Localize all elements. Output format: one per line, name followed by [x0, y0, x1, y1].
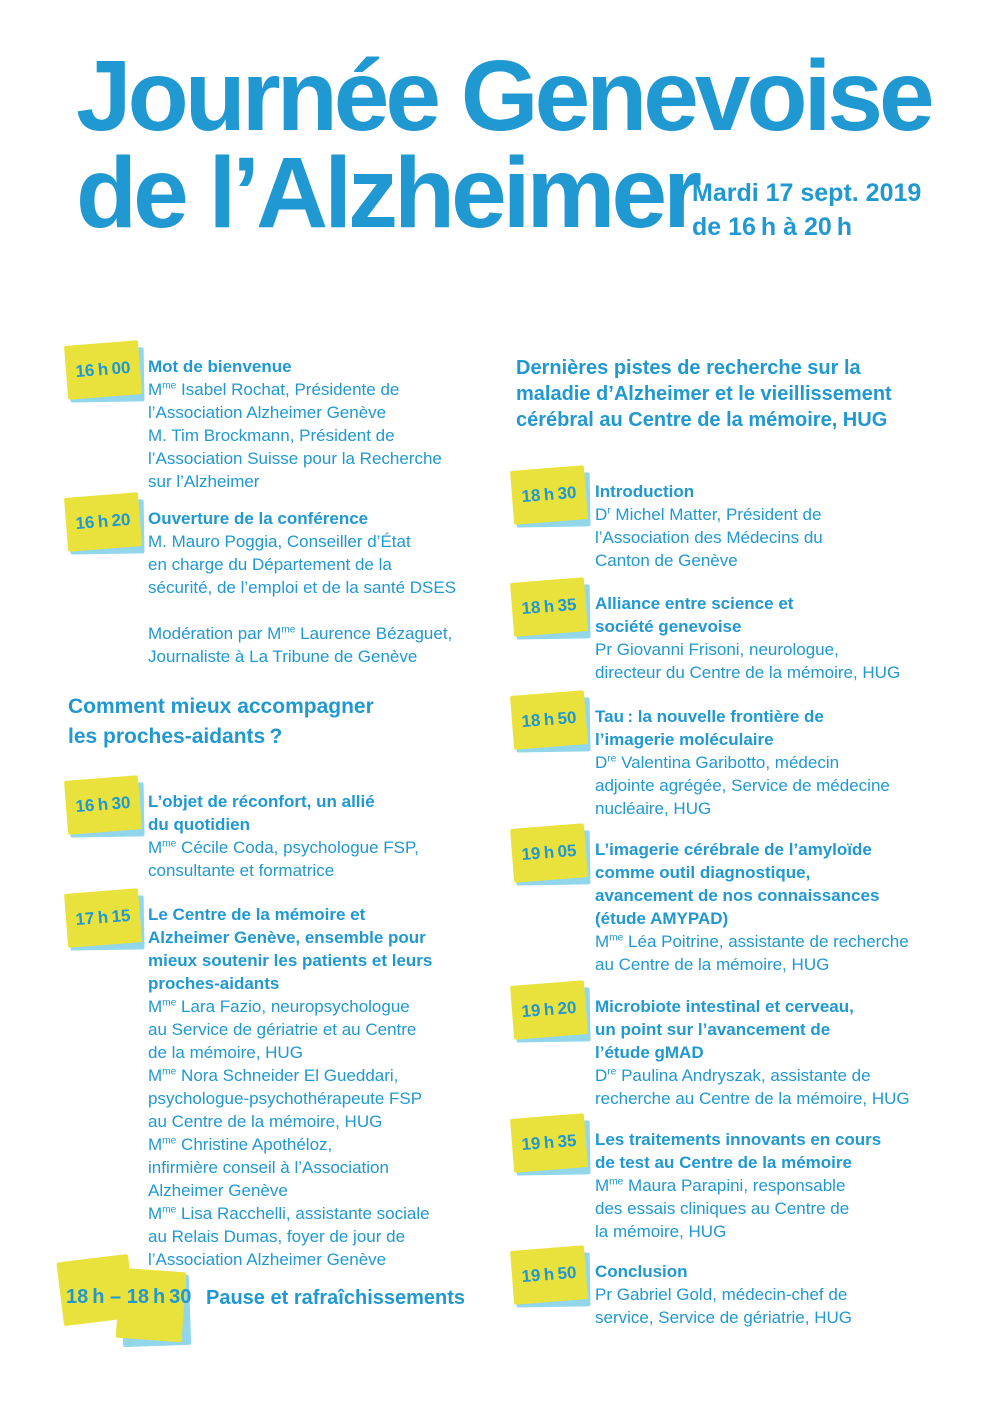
- talk-title-line: (étude AMYPAD): [595, 909, 729, 928]
- schedule-item: [66, 903, 486, 1271]
- sticky-note: [510, 823, 588, 883]
- talk-title-line: Les traitements innovants en cours: [595, 1130, 882, 1149]
- speaker-line: l’Association Alzheimer Genève: [148, 1250, 387, 1269]
- talk-speakers: [595, 930, 946, 976]
- schedule-item: [66, 355, 486, 493]
- speaker-line: $M^{me}$ Lara Fazio, neuropsychologue: [148, 997, 410, 1016]
- time-badge: [66, 891, 140, 945]
- page-title-line2: de l’Alzheimer: [76, 137, 698, 249]
- pause-item: [60, 1256, 480, 1356]
- talk-title-line: Conclusion: [595, 1262, 688, 1281]
- talk-speakers: [595, 751, 946, 820]
- superscript: re: [607, 753, 617, 765]
- speaker-line: $M^{me}$ Isabel Rochat, Présidente de: [148, 380, 400, 399]
- speaker-line: au Service de gériatrie et au Centre: [148, 1020, 417, 1039]
- sticky-note: [510, 980, 588, 1040]
- schedule-item: [512, 592, 946, 684]
- talk-title-line: l’étude gMAD: [595, 1043, 704, 1062]
- superscript: me: [609, 1176, 624, 1188]
- speaker-line: l’Association Suisse pour la Recherche: [148, 449, 442, 468]
- time-label: 16 h 00: [74, 357, 132, 382]
- talk-body: [148, 903, 486, 1271]
- schedule-column-left: [66, 0, 486, 1404]
- speaker-line: l’Association des Médecins du: [595, 528, 823, 547]
- section-heading-line: Comment mieux accompagner: [68, 695, 374, 718]
- talk-title-line: Mot de bienvenue: [148, 357, 292, 376]
- talk-title-line: L’imagerie cérébrale de l’amyloïde: [595, 840, 872, 859]
- page-title-line1: Journée Genevoise: [76, 40, 931, 152]
- superscript: me: [162, 1066, 177, 1078]
- speaker-line: $M^{me}$ Maura Parapini, responsable: [595, 1176, 846, 1195]
- talk-title: [595, 1128, 946, 1174]
- sticky-note: [64, 888, 142, 948]
- speaker-line: la mémoire, HUG: [595, 1222, 727, 1241]
- talk-title-line: Introduction: [595, 482, 695, 501]
- talk-title-line: Tau : la nouvelle frontière de: [595, 707, 824, 726]
- time-label: 18 h 35: [520, 594, 578, 619]
- speaker-line: au Centre de la mémoire, HUG: [148, 1112, 383, 1131]
- speaker-line: $M^{me}$ Cécile Coda, psychologue FSP,: [148, 838, 419, 857]
- talk-title-line: proches-aidants: [148, 974, 280, 993]
- sticky-note: [64, 492, 142, 552]
- sticky-note: [510, 465, 588, 525]
- talk-title: [148, 903, 486, 995]
- time-label: 18 h 50: [520, 707, 578, 732]
- talk-title-line: Microbiote intestinal et cerveau,: [595, 997, 854, 1016]
- talk-body: [595, 995, 946, 1110]
- speaker-line: sécurité, de l’emploi et de la santé DSES: [148, 578, 457, 597]
- talk-title-line: société genevoise: [595, 617, 742, 636]
- speaker-line: sur l’Alzheimer: [148, 472, 260, 491]
- talk-speakers: [595, 638, 946, 684]
- speaker-line: $M^{me}$ Léa Poitrine, assistante de recherche: [595, 932, 909, 951]
- talk-title-line: comme outil diagnostique,: [595, 863, 811, 882]
- speaker-line: directeur du Centre de la mémoire, HUG: [595, 663, 901, 682]
- speaker-line: Dre Valentina Garibotto, médecin: [595, 753, 840, 772]
- talk-body: [595, 592, 946, 684]
- superscript: me: [162, 997, 177, 1009]
- talk-speakers: [595, 1064, 946, 1110]
- talk-title-line: mieux soutenir les patients et leurs: [148, 951, 433, 970]
- talk-speakers: [595, 503, 946, 572]
- time-label: 19 h 35: [520, 1130, 578, 1155]
- time-badge: [66, 343, 140, 397]
- section-heading-line: maladie d’Alzheimer et le vieillissement: [516, 383, 892, 405]
- speaker-line: au Relais Dumas, foyer de jour de: [148, 1227, 406, 1246]
- time-label: 19 h 20: [520, 997, 578, 1022]
- superscript: me: [162, 838, 177, 850]
- talk-title: [595, 838, 946, 930]
- speaker-line: de la mémoire, HUG: [148, 1043, 303, 1062]
- superscript: me: [162, 1135, 177, 1147]
- speaker-line: psychologue-psychothérapeute FSP: [148, 1089, 423, 1108]
- event-date-line1: Mardi 17 sept. 2019: [692, 179, 922, 207]
- time-badge: [66, 495, 140, 549]
- time-badge: [512, 693, 586, 747]
- time-badge: [66, 778, 140, 832]
- pause-label: Pause et rafraîchissements: [206, 1287, 466, 1309]
- talk-title-line: du quotidien: [148, 815, 250, 834]
- speaker-line: $M^{me}$ Christine Apothéloz,: [148, 1135, 333, 1154]
- speaker-line: $D^r$ Michel Matter, Président de: [595, 505, 822, 524]
- speaker-line: au Centre de la mémoire, HUG: [595, 955, 830, 974]
- speaker-line: service, Service de gériatrie, HUG: [595, 1308, 852, 1327]
- speaker-line: M. Mauro Poggia, Conseiller d’État: [148, 532, 411, 551]
- superscript: me: [162, 1204, 177, 1216]
- talk-speakers: [595, 1283, 946, 1329]
- talk-title: [595, 592, 946, 638]
- speaker-line: $M^{me}$ Lisa Racchelli, assistante sociale: [148, 1204, 430, 1223]
- talk-speakers: [148, 995, 486, 1271]
- sticky-note: [510, 690, 588, 750]
- schedule-item: [512, 705, 946, 820]
- section-heading: [516, 355, 892, 433]
- schedule-column-right: [512, 0, 946, 1404]
- talk-title-line: Ouverture de la conférence: [148, 509, 369, 528]
- time-label: 18 h 30: [520, 482, 578, 507]
- talk-body: [595, 480, 946, 572]
- speaker-line: infirmière conseil à l’Association: [148, 1158, 389, 1177]
- sticky-note: [510, 1245, 588, 1305]
- schedule-item: [512, 995, 946, 1110]
- section-heading-line: cérébral au Centre de la mémoire, HUG: [516, 409, 888, 431]
- talk-title: [148, 355, 486, 378]
- superscript: r: [607, 505, 611, 517]
- talk-title: [148, 790, 486, 836]
- superscript: me: [281, 624, 296, 636]
- time-label: 19 h 05: [520, 840, 578, 865]
- talk-body: [148, 790, 486, 882]
- schedule-item: [512, 1260, 946, 1329]
- talk-speakers: [148, 378, 486, 493]
- talk-title: [595, 1260, 946, 1283]
- talk-speakers: [148, 836, 486, 882]
- time-badge: [512, 468, 586, 522]
- speaker-line: consultante et formatrice: [148, 861, 335, 880]
- talk-body: [595, 1260, 946, 1329]
- time-badge: [512, 1116, 586, 1170]
- talk-body: [148, 355, 486, 493]
- schedule-item: [512, 838, 946, 976]
- speaker-line: nucléaire, HUG: [595, 799, 712, 818]
- speaker-line: Journaliste à La Tribune de Genève: [148, 647, 418, 666]
- talk-body: [148, 507, 486, 668]
- speaker-line: adjointe agrégée, Service de médecine: [595, 776, 890, 795]
- talk-title-line: Le Centre de la mémoire et: [148, 905, 366, 924]
- time-label: 16 h 20: [74, 509, 132, 534]
- speaker-line: [148, 599, 486, 622]
- speaker-line: M. Tim Brockmann, Président de: [148, 426, 395, 445]
- speaker-line: Dre Paulina Andryszak, assistante de: [595, 1066, 871, 1085]
- time-badge: [512, 1248, 586, 1302]
- talk-title: [148, 507, 486, 530]
- speaker-line: Modération par $M^{me}$ Laurence Bézaguet,: [148, 624, 453, 643]
- talk-body: [595, 838, 946, 976]
- speaker-line: Canton de Genève: [595, 551, 738, 570]
- sticky-note: [64, 775, 142, 835]
- pause-time-label: 18 h – 18 h 30: [66, 1286, 192, 1308]
- speaker-line: Alzheimer Genève: [148, 1181, 288, 1200]
- superscript: re: [607, 1066, 617, 1078]
- schedule-item: [512, 480, 946, 572]
- talk-body: [595, 1128, 946, 1243]
- schedule-item: [66, 507, 486, 668]
- schedule-item: [66, 790, 486, 882]
- talk-speakers: [595, 1174, 946, 1243]
- sticky-note: [510, 1113, 588, 1173]
- time-label: 16 h 30: [74, 792, 132, 817]
- section-heading-line: les proches-aidants ?: [68, 725, 283, 748]
- section-heading: [68, 692, 374, 752]
- talk-title-line: un point sur l’avancement de: [595, 1020, 831, 1039]
- speaker-line: $M^{me}$ Nora Schneider El Gueddari,: [148, 1066, 399, 1085]
- sticky-note: [64, 340, 142, 400]
- speaker-line: des essais cliniques au Centre de: [595, 1199, 850, 1218]
- time-badge: [512, 826, 586, 880]
- speaker-line: l’Association Alzheimer Genève: [148, 403, 387, 422]
- time-badge: [512, 983, 586, 1037]
- talk-title: [595, 705, 946, 751]
- speaker-line: recherche au Centre de la mémoire, HUG: [595, 1089, 910, 1108]
- time-label: 19 h 50: [520, 1262, 578, 1287]
- talk-title-line: L’objet de réconfort, un allié: [148, 792, 375, 811]
- event-date-line2: de 16 h à 20 h: [692, 213, 853, 241]
- sticky-note: [510, 577, 588, 637]
- speaker-line: Pr Gabriel Gold, médecin-chef de: [595, 1285, 848, 1304]
- time-label: 17 h 15: [74, 905, 132, 930]
- talk-title: [595, 480, 946, 503]
- superscript: me: [609, 932, 624, 944]
- speaker-line: en charge du Département de la: [148, 555, 392, 574]
- talk-title: [595, 995, 946, 1064]
- section-heading-line: Dernières pistes de recherche sur la: [516, 357, 861, 379]
- talk-title-line: Alzheimer Genève, ensemble pour: [148, 928, 426, 947]
- schedule-item: [512, 1128, 946, 1243]
- talk-body: [595, 705, 946, 820]
- speaker-line: Pr Giovanni Frisoni, neurologue,: [595, 640, 839, 659]
- talk-speakers: [148, 530, 486, 668]
- talk-title-line: Alliance entre science et: [595, 594, 794, 613]
- talk-title-line: l’imagerie moléculaire: [595, 730, 774, 749]
- superscript: me: [162, 380, 177, 392]
- time-badge: [512, 580, 586, 634]
- talk-title-line: avancement de nos connaissances: [595, 886, 880, 905]
- talk-title-line: de test au Centre de la mémoire: [595, 1153, 852, 1172]
